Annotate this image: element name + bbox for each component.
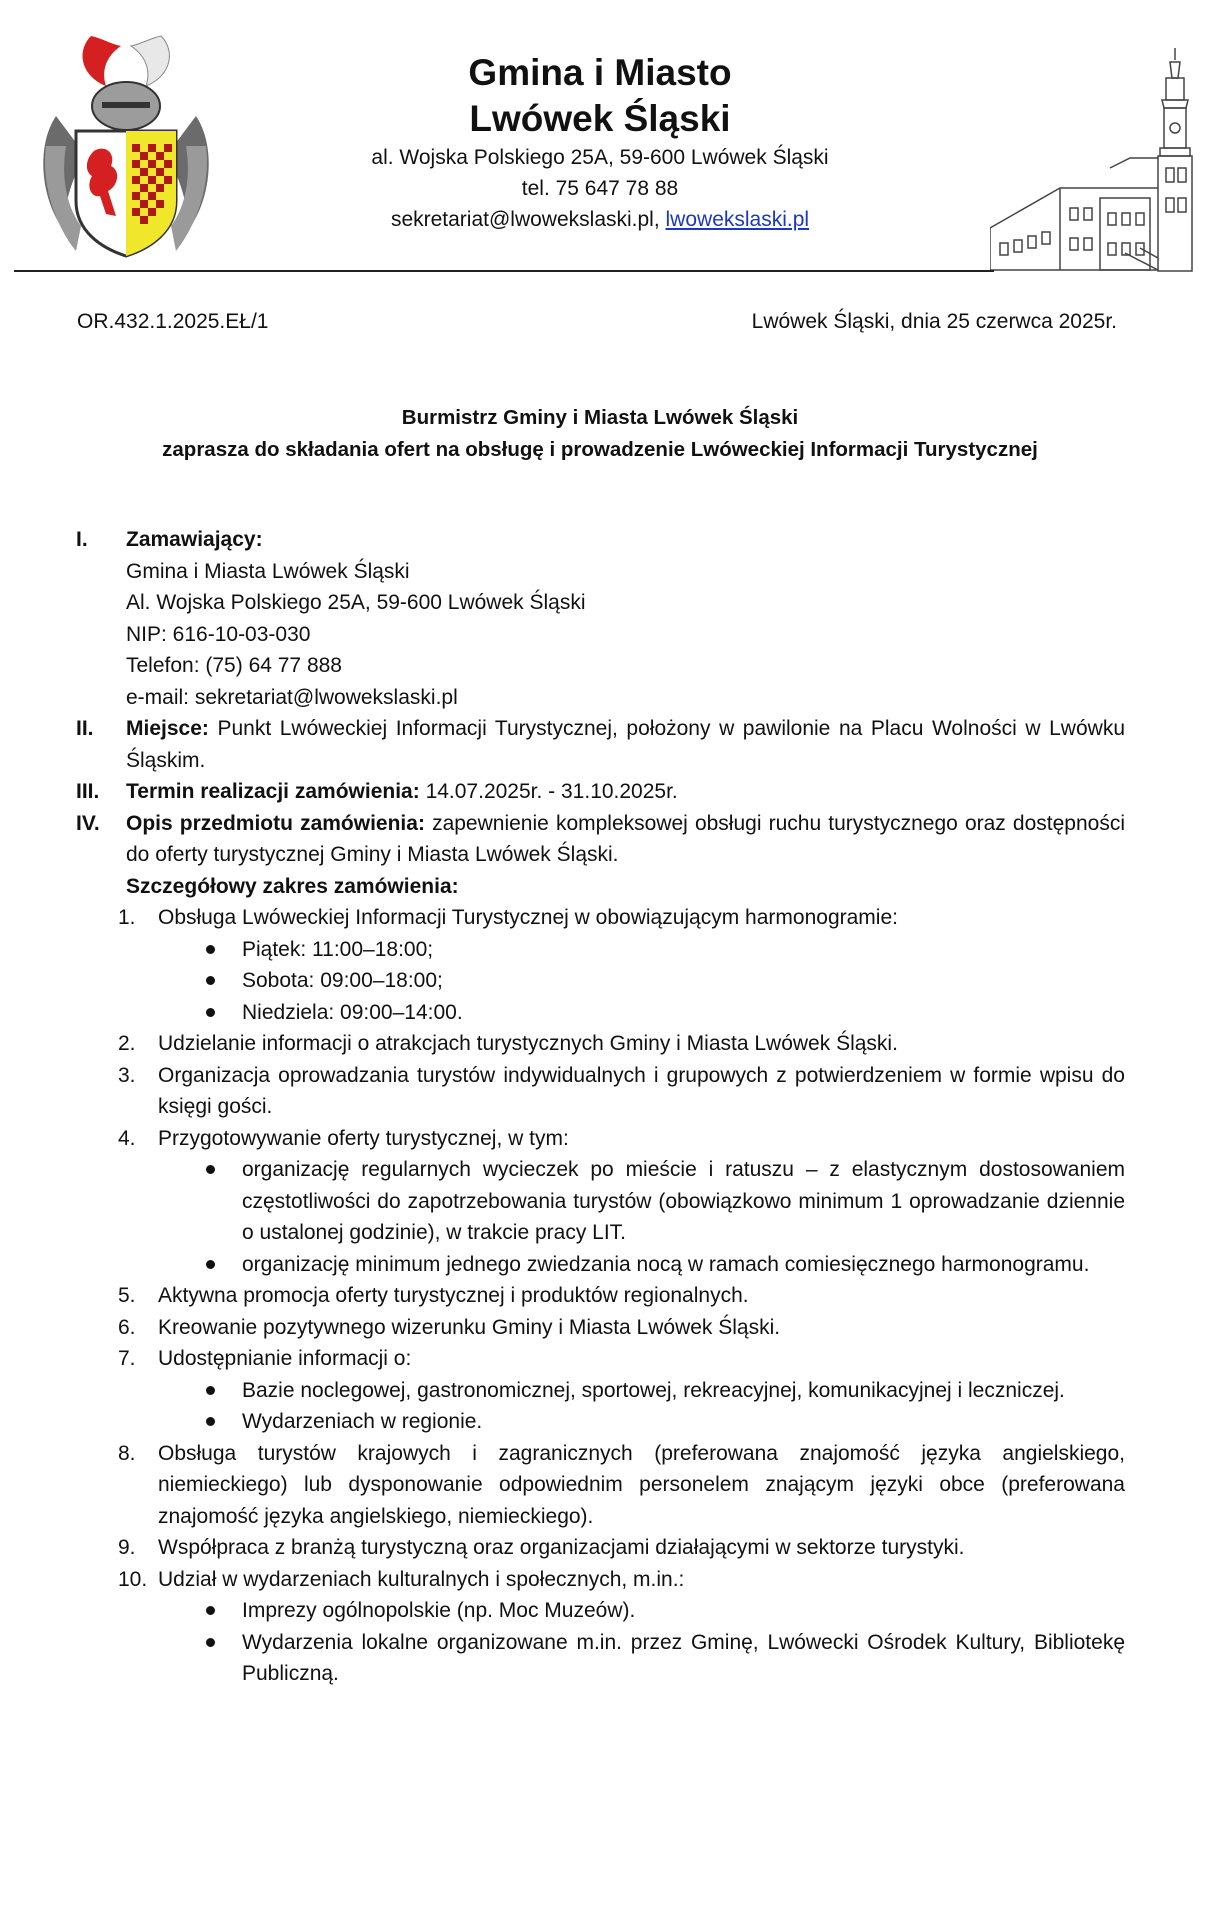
bullet-icon [206,945,215,954]
item-text: Organizacja oprowadzania turystów indywidualnych i grupowych z potwierdzeniem w formie wpisu do księgi gości. [158,1063,1125,1118]
bullet-item [0,1375,1221,1407]
item-number: 3. [118,1063,136,1087]
list-item [0,1028,1221,1060]
bullet-text: Wydarzenia lokalne organizowane m.in. przez Gminę, Lwówecki Ośrodek Kultury, Bibliotekę Publiczną. [242,1630,1125,1685]
bullet-text: organizację minimum jednego zwiedzania nocą w ramach comiesięcznego harmonogramu. [242,1252,1090,1276]
bullet-icon [206,1165,215,1174]
list-item [0,902,1221,934]
section-number: IV. [76,811,100,835]
party-phone: Telefon: (75) 64 77 888 [126,654,342,677]
item-number: 1. [118,906,136,929]
bullet-item [0,965,1221,997]
section-number: III. [76,780,100,803]
bullet-item [0,997,1221,1029]
town-hall-icon [990,48,1208,273]
item-number: 2. [118,1032,136,1055]
item-number: 5. [118,1284,136,1307]
item-number: 4. [118,1126,136,1150]
bullet-text: Bazie noclegowej, gastronomicznej, sportowej, rekreacyjnej, komunikacyjnej i leczniczej. [242,1378,1065,1402]
party-email: e-mail: sekretariat@lwowekslaski.pl [126,685,458,709]
section-text: 14.07.2025r. - 31.10.2025r. [425,780,678,803]
party-nip: NIP: 616-10-03-030 [126,622,311,646]
address: al. Wojska Polskiego 25A, 59-600 Lwówek Śląski [371,146,829,169]
item-text: Udzielanie informacji o atrakcjach turystycznych Gminy i Miasta Lwówek Śląski. [158,1032,898,1055]
bullet-icon [206,1008,215,1017]
item-text: Aktywna promocja oferty turystycznej i produktów regionalnych. [158,1284,749,1307]
bullet-item [0,1627,1221,1690]
bullet-item [0,1595,1221,1627]
bullet-icon [206,1606,215,1615]
item-text: Przygotowywanie oferty turystycznej, w tym: [158,1126,569,1150]
item-number: 9. [118,1536,136,1559]
reference-number: OR.432.1.2025.EŁ/1 [77,310,269,333]
section-label: Miejsce: [126,717,209,740]
list-item [0,1564,1221,1596]
item-text: Kreowanie pozytywnego wizerunku Gminy i Miasta Lwówek Śląski. [158,1315,781,1339]
section-ordering-party [0,524,1221,713]
item-text: Współpraca z branżą turystyczną oraz organizacjami działającymi w sektorze turystyki. [158,1536,965,1559]
letterhead [320,50,880,235]
section-number: I. [76,528,88,551]
bullet-icon [206,1386,215,1395]
bullet-icon [206,1638,215,1647]
list-item [0,1532,1221,1564]
item-number: 10. [118,1567,148,1591]
list-item [0,1438,1221,1533]
item-number: 6. [118,1315,136,1339]
bullet-text: Imprezy ogólnopolskie (np. Moc Muzeów). [242,1599,636,1622]
title-line1: Burmistrz Gminy i Miasta Lwówek Śląski [401,406,799,429]
item-number: 7. [118,1347,136,1370]
bullet-icon [206,1260,215,1269]
website-link[interactable]: lwowekslaski.pl [665,208,810,231]
section-heading: Zamawiający: [126,528,263,551]
party-name: Gmina i Miasta Lwówek Śląski [126,559,410,583]
party-address: Al. Wojska Polskiego 25A, 59-600 Lwówek Śląski [126,591,586,614]
item-text: Obsługa turystów krajowych i zagranicznych (preferowana znajomość języka angielskiego, niemieckiego) lub dysponowanie odpowiednim personelem znającym języki obce (preferowana znajomość języka angielskiego, niemieckiego). [158,1441,1125,1528]
list-item [0,1343,1221,1375]
section-label: Termin realizacji zamówienia: [126,780,420,803]
section-description [0,808,1221,871]
phone: tel. 75 647 78 88 [521,177,679,200]
municipality-name-line1: Gmina i Miasto [468,52,732,93]
bullet-text: Wydarzeniach w regionie. [242,1410,483,1433]
bullet-item [0,934,1221,966]
bullet-text: Sobota: 09:00–18:00; [242,969,443,992]
item-text: Obsługa Lwóweckiej Informacji Turystycznej w obowiązującym harmonogramie: [158,906,898,929]
section-term [0,776,1221,808]
bullet-icon [206,1417,215,1426]
bullet-text: Niedziela: 09:00–14:00. [242,1000,463,1024]
list-item [0,1123,1221,1155]
list-item [0,1312,1221,1344]
email: sekretariat@lwowekslaski.pl, [390,208,660,231]
item-text: Udział w wydarzeniach kulturalnych i społecznych, m.in.: [158,1567,685,1591]
list-item [0,1060,1221,1123]
document-body [0,524,1221,1690]
municipality-name-line2: Lwówek Śląski [469,98,731,139]
coat-of-arms-icon [36,26,216,266]
bullet-text: organizację regularnych wycieczek po mieście i ratuszu – z elastycznym dostosowaniem częstotliwości do zapotrzebowania turystów (obowiązkowo minimum 1 oprowadzanie dziennie o ustalonej godzinie), w trakcie pracy LIT. [242,1158,1125,1244]
section-location [0,713,1221,776]
bullet-text: Piątek: 11:00–18:00; [242,937,434,961]
bullet-item [0,1406,1221,1438]
section-label: Opis przedmiotu zamówienia: [126,811,425,835]
item-text: Udostępnianie informacji o: [158,1347,412,1370]
document-title [80,402,1120,466]
section-number: II. [76,717,94,740]
section-text: zapewnienie kompleksowej obsługi ruchu turystycznego oraz dostępności do oferty turystycznej Gminy i Miasta Lwówek Śląski. [126,811,1125,866]
scope-heading: Szczegółowy zakres zamówienia: [126,874,459,898]
bullet-item [0,1249,1221,1281]
bullet-icon [206,976,215,985]
title-line2: zaprasza do składania ofert na obsługę i prowadzenie Lwóweckiej Informacji Turystycznej [162,438,1038,461]
section-text: Punkt Lwóweckiej Informacji Turystycznej, położony w pawilonie na Placu Wolności w Lwówku Śląskim. [126,717,1125,772]
contact-line [320,204,880,235]
item-number: 8. [118,1441,136,1465]
document-date: Lwówek Śląski, dnia 25 czerwca 2025r. [751,310,1117,333]
header-divider [14,270,994,272]
list-item [0,1280,1221,1312]
bullet-item [0,1154,1221,1249]
